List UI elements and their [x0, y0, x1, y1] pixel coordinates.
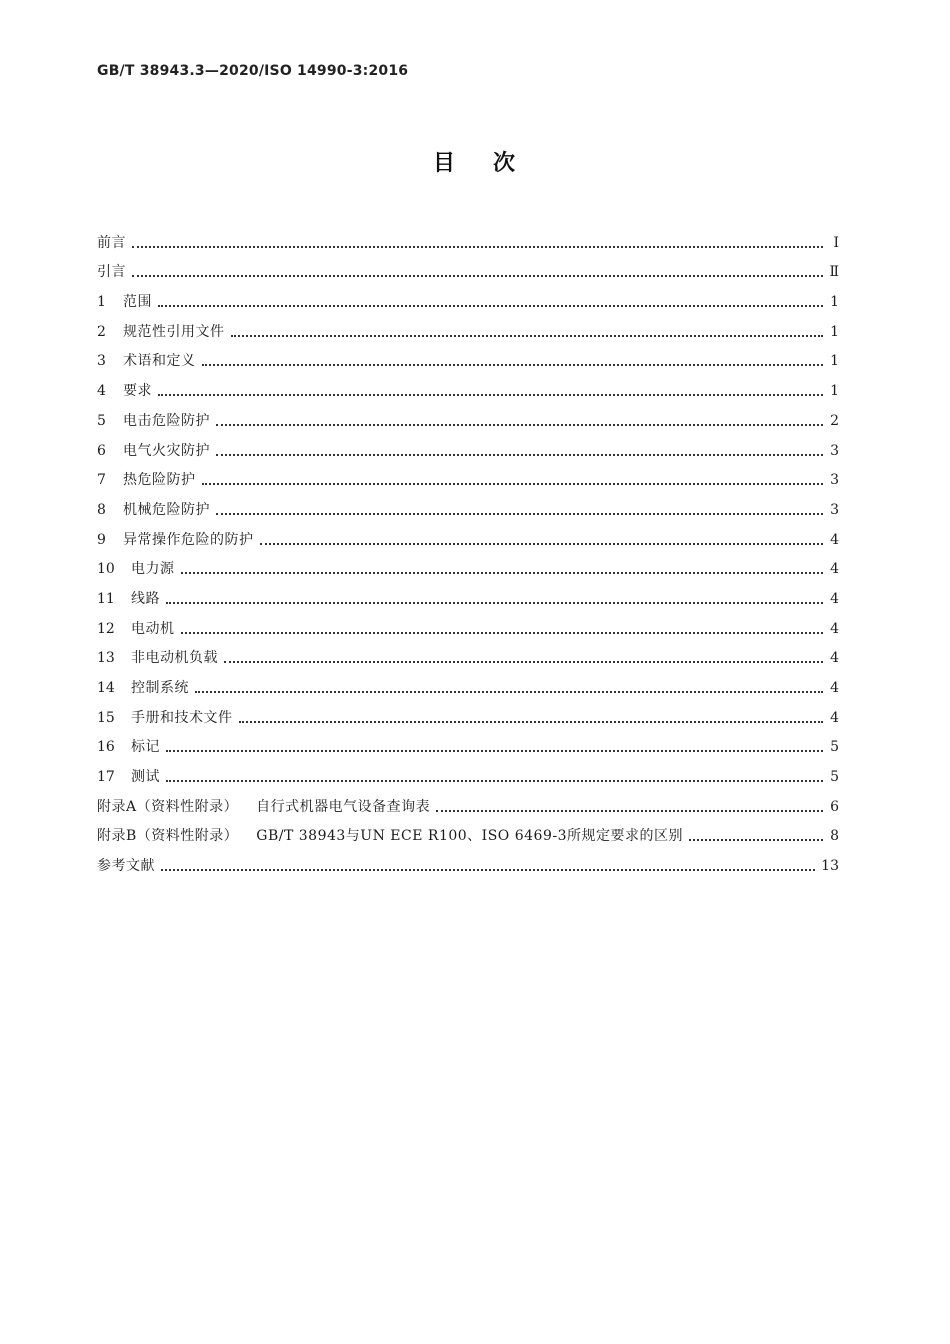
toc-label: 测试 — [131, 769, 160, 786]
toc-label: 机械危险防护 — [123, 501, 210, 518]
dot-leader — [216, 513, 823, 515]
toc-page-number: 4 — [830, 590, 839, 607]
toc-number: 4 — [97, 383, 106, 400]
toc-annex-prefix: 附录B（资料性附录） — [97, 828, 239, 845]
toc-number: 15 — [97, 709, 115, 726]
toc-entry-8[interactable] — [97, 490, 839, 520]
toc-label: 前言 — [97, 234, 126, 251]
toc-number: 11 — [97, 590, 115, 607]
toc-label: 非电动机负载 — [131, 650, 218, 667]
dot-leader — [216, 454, 823, 456]
toc-number: 13 — [97, 650, 115, 667]
toc-entry-4[interactable] — [97, 371, 839, 401]
dot-leader — [216, 424, 823, 426]
toc-entry-1[interactable] — [97, 282, 839, 312]
dot-leader — [231, 335, 824, 337]
page-title — [0, 146, 950, 177]
dot-leader — [202, 364, 824, 366]
toc-annex-prefix: 附录A（资料性附录） — [97, 798, 239, 815]
toc-entry-annex-b[interactable] — [97, 817, 839, 847]
toc-page-number: 5 — [830, 769, 839, 786]
toc-entry-7[interactable] — [97, 461, 839, 491]
dot-leader — [195, 691, 823, 693]
toc-label: GB/T 38943与UN ECE R100、ISO 6469-3所规定要求的区别 — [256, 828, 683, 845]
toc-number: 7 — [97, 472, 106, 489]
toc-page-number: 13 — [821, 858, 839, 875]
toc-number: 6 — [97, 442, 106, 459]
toc-label: 标记 — [131, 739, 160, 756]
toc-entry-10[interactable] — [97, 550, 839, 580]
toc-page-number: 3 — [830, 472, 839, 489]
dot-leader — [166, 602, 823, 604]
toc-number: 16 — [97, 739, 115, 756]
toc-entry-11[interactable] — [97, 579, 839, 609]
toc-page-number: 4 — [830, 680, 839, 696]
toc-number: 3 — [97, 353, 106, 370]
toc-label: 自行式机器电气设备查询表 — [256, 798, 431, 815]
dot-leader — [436, 810, 823, 812]
dot-leader — [689, 839, 823, 841]
toc-entry-introduction[interactable] — [97, 253, 839, 283]
toc-page-number: 1 — [830, 294, 839, 311]
toc-page-number: 8 — [830, 828, 839, 845]
toc-number: 14 — [97, 680, 115, 696]
dot-leader — [132, 275, 823, 277]
toc-label: 控制系统 — [131, 680, 189, 696]
toc-label: 电力源 — [131, 561, 175, 578]
dot-leader — [181, 632, 824, 634]
dot-leader — [166, 780, 823, 782]
toc-entry-15[interactable] — [97, 698, 839, 728]
toc-label: 热危险防护 — [123, 472, 196, 489]
toc-entry-6[interactable] — [97, 431, 839, 461]
toc-entry-17[interactable] — [97, 757, 839, 787]
toc-label: 电击危险防护 — [123, 412, 210, 429]
toc-entry-2[interactable] — [97, 312, 839, 342]
dot-leader — [158, 394, 823, 396]
toc-page-number: 2 — [830, 412, 839, 429]
dot-leader — [239, 721, 824, 723]
toc-entry-annex-a[interactable] — [97, 787, 839, 817]
toc-page-number: 1 — [830, 383, 839, 400]
toc-page-number: Ⅱ — [829, 264, 839, 281]
dot-leader — [181, 572, 824, 574]
toc-number: 17 — [97, 769, 115, 786]
toc-label: 电动机 — [131, 620, 175, 637]
toc-entry-5[interactable] — [97, 401, 839, 431]
toc-number: 9 — [97, 531, 106, 548]
toc-page-number: 4 — [830, 650, 839, 667]
toc-label: 术语和定义 — [123, 353, 196, 370]
toc-entry-14[interactable] — [97, 668, 839, 698]
toc-label: 手册和技术文件 — [131, 709, 233, 726]
toc-page-number: 4 — [830, 561, 839, 578]
toc-page-number: 4 — [830, 531, 839, 548]
toc-page-number: 5 — [830, 739, 839, 756]
toc-page-number: 3 — [830, 442, 839, 459]
toc-number: 5 — [97, 412, 106, 429]
toc-entry-bibliography[interactable] — [97, 846, 839, 876]
dot-leader — [166, 750, 823, 752]
toc-page-number: Ⅰ — [833, 234, 839, 251]
title-char-1: 目 — [432, 151, 457, 176]
toc-number: 1 — [97, 294, 106, 311]
toc-label: 引言 — [97, 264, 126, 281]
toc-entry-foreword[interactable] — [97, 223, 839, 253]
toc-entry-13[interactable] — [97, 639, 839, 669]
toc-label: 电气火灾防护 — [123, 442, 210, 459]
toc-number: 10 — [97, 561, 115, 578]
toc-label: 要求 — [123, 383, 152, 400]
dot-leader — [260, 543, 824, 545]
toc-page-number: 1 — [830, 323, 839, 340]
toc-page-number: 1 — [830, 353, 839, 370]
toc-page-number: 4 — [830, 709, 839, 726]
toc-label: 参考文献 — [97, 858, 155, 875]
table-of-contents — [97, 223, 839, 876]
toc-label: 规范性引用文件 — [123, 323, 225, 340]
dot-leader — [158, 305, 823, 307]
toc-number: 2 — [97, 323, 106, 340]
title-char-2: 次 — [493, 151, 518, 176]
dot-leader — [132, 246, 823, 248]
toc-entry-12[interactable] — [97, 609, 839, 639]
toc-page-number: 6 — [830, 798, 839, 815]
toc-entry-16[interactable] — [97, 728, 839, 758]
toc-number: 8 — [97, 501, 106, 518]
dot-leader — [202, 483, 824, 485]
toc-label: 异常操作危险的防护 — [123, 531, 254, 548]
toc-label: 线路 — [131, 590, 160, 607]
toc-page-number: 4 — [830, 620, 839, 637]
toc-entry-3[interactable] — [97, 342, 839, 372]
dot-leader — [224, 661, 823, 663]
toc-entry-9[interactable] — [97, 520, 839, 550]
toc-label: 范围 — [123, 294, 152, 311]
dot-leader — [161, 869, 815, 871]
toc-number: 12 — [97, 620, 115, 637]
toc-page-number: 3 — [830, 501, 839, 518]
document-id: GB/T 38943.3—2020/ISO 14990-3:2016 — [97, 63, 409, 79]
